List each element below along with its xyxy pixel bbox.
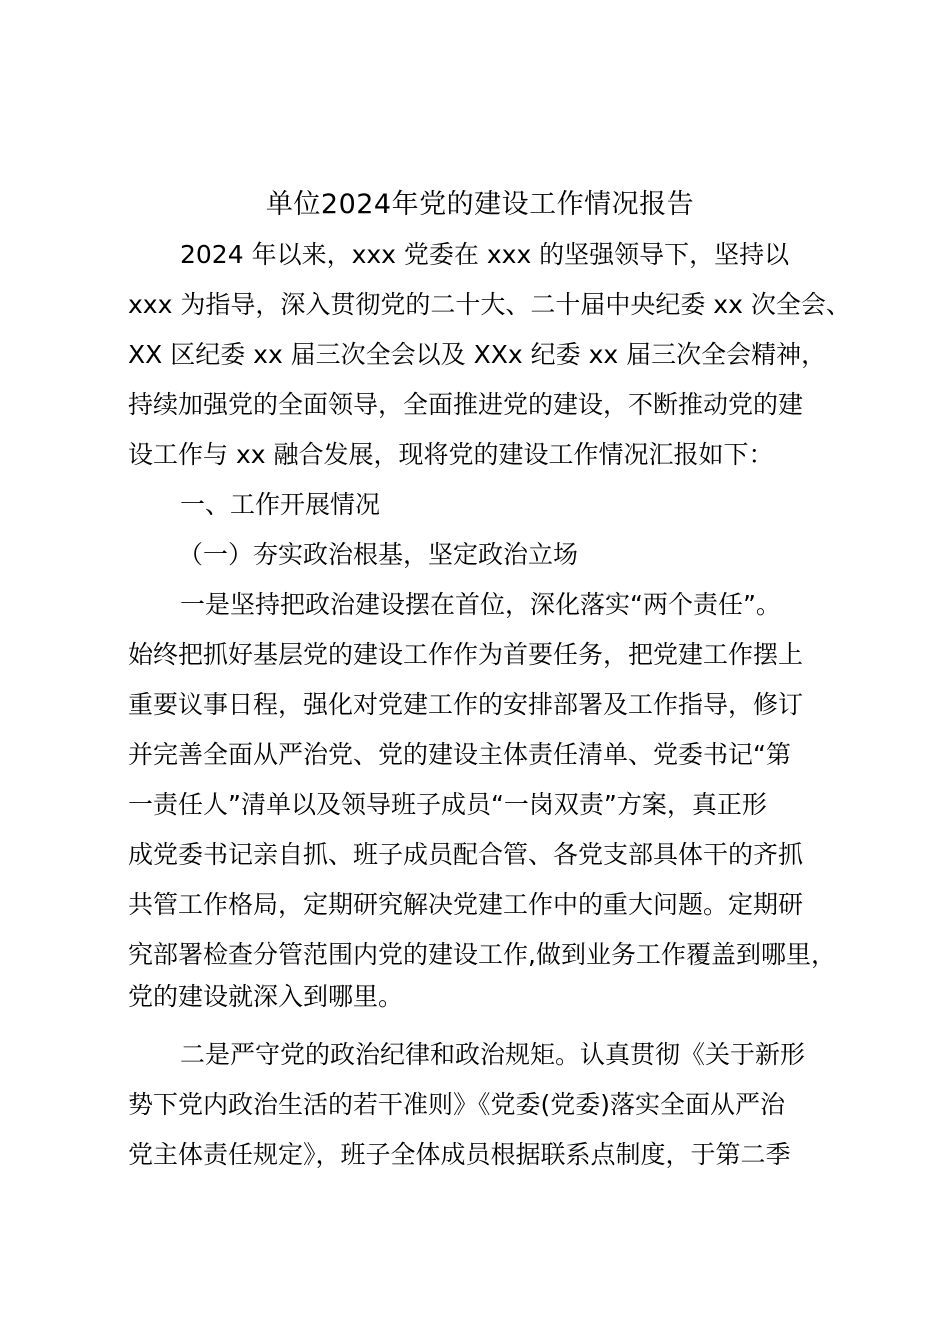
paragraph-line: 2024 年以来，xxx 党委在 xxx 的坚强领导下，坚持以 xyxy=(180,240,790,269)
paragraph-line: 一是坚持把政治建设摆在首位，深化落实“两个责任”。 xyxy=(180,590,781,619)
document-title: 单位2024年党的建设工作情况报告 xyxy=(265,189,695,220)
paragraph-line: 势下党内政治生活的若干准则》《党委(党委)落实全面从严治 xyxy=(128,1090,786,1119)
paragraph-line: xxx 为指导，深入贯彻党的二十大、二十届中央纪委 xx 次全会、 xyxy=(128,290,851,319)
paragraph-line: 一责任人”清单以及领导班子成员“一岗双责”方案，真正形 xyxy=(128,790,767,819)
paragraph-line: 始终把抓好基层党的建设工作作为首要任务，把党建工作摆上 xyxy=(128,640,804,669)
paragraph-line: 设工作与 xx 融合发展，现将党的建设工作情况汇报如下： xyxy=(128,440,774,469)
subsection-heading: （一）夯实政治根基，坚定政治立场 xyxy=(178,540,579,569)
paragraph-line: 成党委书记亲自抓、班子成员配合管、各党支部具体干的齐抓 xyxy=(128,840,804,869)
paragraph-line: 究部署检查分管范围内党的建设工作,做到业务工作覆盖到哪里， xyxy=(128,940,836,969)
section-heading: 一、工作开展情况 xyxy=(180,490,381,519)
paragraph-line: 党的建设就深入到哪里。 xyxy=(128,982,404,1011)
paragraph-line: 共管工作格局，定期研究解决党建工作中的重大问题。定期研 xyxy=(128,890,804,919)
paragraph-line: 持续加强党的全面领导，全面推进党的建设，不断推动党的建 xyxy=(128,390,804,419)
paragraph-line: 重要议事日程，强化对党建工作的安排部署及工作指导，修订 xyxy=(128,690,804,719)
paragraph-line: 并完善全面从严治党、党的建设主体责任清单、党委书记“第 xyxy=(128,740,791,769)
paragraph-line: 二是严守党的政治纪律和政治规矩。认真贯彻《关于新形 xyxy=(180,1040,806,1069)
paragraph-line: 党主体责任规定》，班子全体成员根据联系点制度，于第二季 xyxy=(128,1140,791,1169)
paragraph-line: XX 区纪委 xx 届三次全会以及 XXx 纪委 xx 届三次全会精神， xyxy=(128,340,827,369)
